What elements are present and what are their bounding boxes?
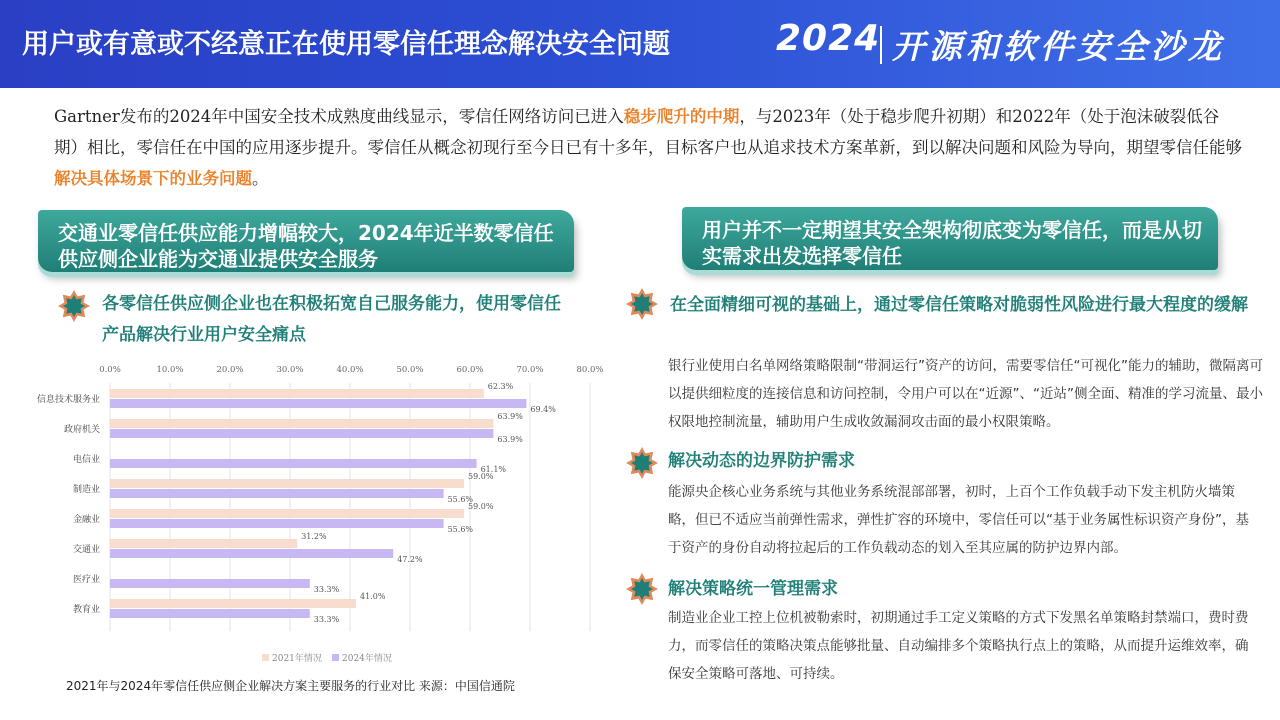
category-label: 交通业 (72, 545, 100, 555)
x-tick-label: 0.0% (99, 365, 121, 375)
data-label: 69.4% (530, 405, 556, 414)
data-label: 63.9% (497, 435, 523, 444)
data-label: 33.3% (313, 615, 340, 624)
category-label: 金融业 (72, 515, 100, 525)
intro-text-1: Gartner发布的2024年中国安全技术成熟度曲线显示，零信任网络访问已进入 (54, 107, 624, 126)
x-tick-label: 10.0% (156, 365, 184, 375)
category-label: 电信业 (72, 455, 100, 465)
bar-2021 (110, 599, 356, 608)
bar-2024 (110, 579, 310, 588)
right-point-body-3: 制造业企业工控上位机被勒索时，初期通过手工定义策略的方式下发黑名单策略封禁端口，费时费力，而零信任的策略决策点能够批量、自动编排多个策略执行点上的策略，从而提升运维效率，确保安全策略可落地、可持续。 (668, 610, 1249, 682)
brand-year: 2024 (776, 18, 881, 59)
intro-paragraph (54, 101, 1244, 194)
bar-2024 (110, 399, 526, 408)
data-label: 61.1% (480, 465, 507, 474)
left-banner: 交通业零信任供应能力增幅较大，2024年近半数零信任供应侧企业能为交通业提供安全服务 (38, 210, 574, 272)
data-label: 41.0% (360, 592, 386, 601)
x-tick-label: 80.0% (576, 365, 604, 375)
intro-text-2: ，与2023年（处于稳步爬升初期）和2022年（处于泡沫破裂低谷期）相比，零信任在中国的应用逐步提升。零信任从概念初现行至今日已有十多年，目标客户也从追求技术方案革新，到以解决问题和风险为导向，期望零信任能够 (54, 107, 1242, 157)
chart-data-labels (301, 382, 556, 624)
bar-2024 (110, 459, 477, 468)
bar-2024 (110, 489, 444, 498)
chart-legend (262, 652, 392, 664)
star-badge-icon (58, 290, 90, 322)
data-label: 55.6% (447, 495, 474, 504)
x-tick-label: 30.0% (276, 365, 304, 375)
legend-label: 2024年情况 (342, 654, 392, 664)
legend-swatch (332, 654, 339, 661)
chart-category-labels (37, 393, 100, 615)
bar-2024 (110, 609, 310, 618)
x-tick-label: 20.0% (216, 365, 244, 375)
chart-x-ticks (99, 365, 603, 375)
category-label: 医疗业 (72, 575, 100, 585)
intro-highlight-1: 稳步爬升的中期 (623, 107, 740, 126)
data-label: 33.3% (313, 585, 340, 594)
intro-text-3: 。 (252, 169, 269, 188)
right-point-title-3: 解决策略统一管理需求 (668, 579, 838, 599)
data-label: 59.0% (468, 502, 494, 511)
bar-2021 (110, 479, 464, 488)
bar-2021 (110, 539, 297, 548)
category-label: 教育业 (72, 605, 100, 615)
star-badge-icon (626, 288, 658, 320)
bar-2021 (110, 419, 493, 428)
header-banner (0, 0, 1280, 88)
brand-name: 开源和软件安全沙龙 (892, 27, 1225, 66)
right-point-body-2: 能源央企核心业务系统与其他业务系统混部部署，初时，上百个工作负载手动下发主机防火墙策略，但已不适应当前弹性需求，弹性扩容的环境中，零信任可以“基于业务属性标识资产身份”，基于资产的身份自动将拉起后的工作负载动态的划入至其应属的防护边界内部。 (668, 484, 1249, 556)
legend-label: 2021年情况 (272, 654, 322, 664)
data-label: 55.6% (447, 525, 474, 534)
data-label: 31.2% (301, 532, 327, 541)
x-tick-label: 40.0% (336, 365, 364, 375)
bar-2021 (110, 389, 484, 398)
chart-caption: 2021年与2024年零信任供应侧企业解决方案主要服务的行业对比 来源：中国信通院 (66, 679, 515, 693)
page-title: 用户或有意或不经意正在使用零信任理念解决安全问题 (22, 29, 670, 60)
right-banner: 用户并不一定期望其安全架构彻底变为零信任，而是从切实需求出发选择零信任 (682, 207, 1218, 270)
brand-divider (880, 26, 882, 64)
data-label: 62.3% (487, 382, 514, 391)
bar-2024 (110, 549, 393, 558)
right-point-body-1: 银行业使用白名单网络策略限制“带洞运行”资产的访问，需要零信任“可视化”能力的辅助，微隔离可以提供细粒度的连接信息和访问控制，令用户可以在“近源”、“近站”侧全面、精准的学习流量、最小权限地控制流量，辅助用户生成收敛漏洞攻击面的最小权限策略。 (668, 358, 1263, 430)
category-label: 信息技术服务业 (36, 395, 100, 405)
left-point-title: 各零信任供应侧企业也在积极拓宽自己服务能力，使用零信任产品解决行业用户安全痛点 (102, 294, 561, 345)
x-tick-label: 70.0% (516, 365, 544, 375)
bar-2021 (110, 509, 464, 518)
x-tick-label: 60.0% (456, 365, 484, 375)
legend-swatch (262, 654, 269, 661)
right-point-title-1: 在全面精细可视的基础上，通过零信任策略对脆弱性风险进行最大程度的缓解 (670, 295, 1248, 315)
intro-highlight-2: 解决具体场景下的业务问题 (54, 169, 252, 188)
bar-2024 (110, 519, 444, 528)
x-tick-label: 50.0% (396, 365, 424, 375)
category-label: 政府机关 (63, 425, 100, 435)
industry-bar-chart (0, 355, 640, 664)
right-point-title-2: 解决动态的边界防护需求 (668, 451, 855, 471)
data-label: 59.0% (468, 472, 494, 481)
data-label: 63.9% (497, 412, 523, 421)
data-label: 47.2% (397, 555, 423, 564)
bar-2024 (110, 429, 493, 438)
category-label: 制造业 (72, 485, 100, 495)
